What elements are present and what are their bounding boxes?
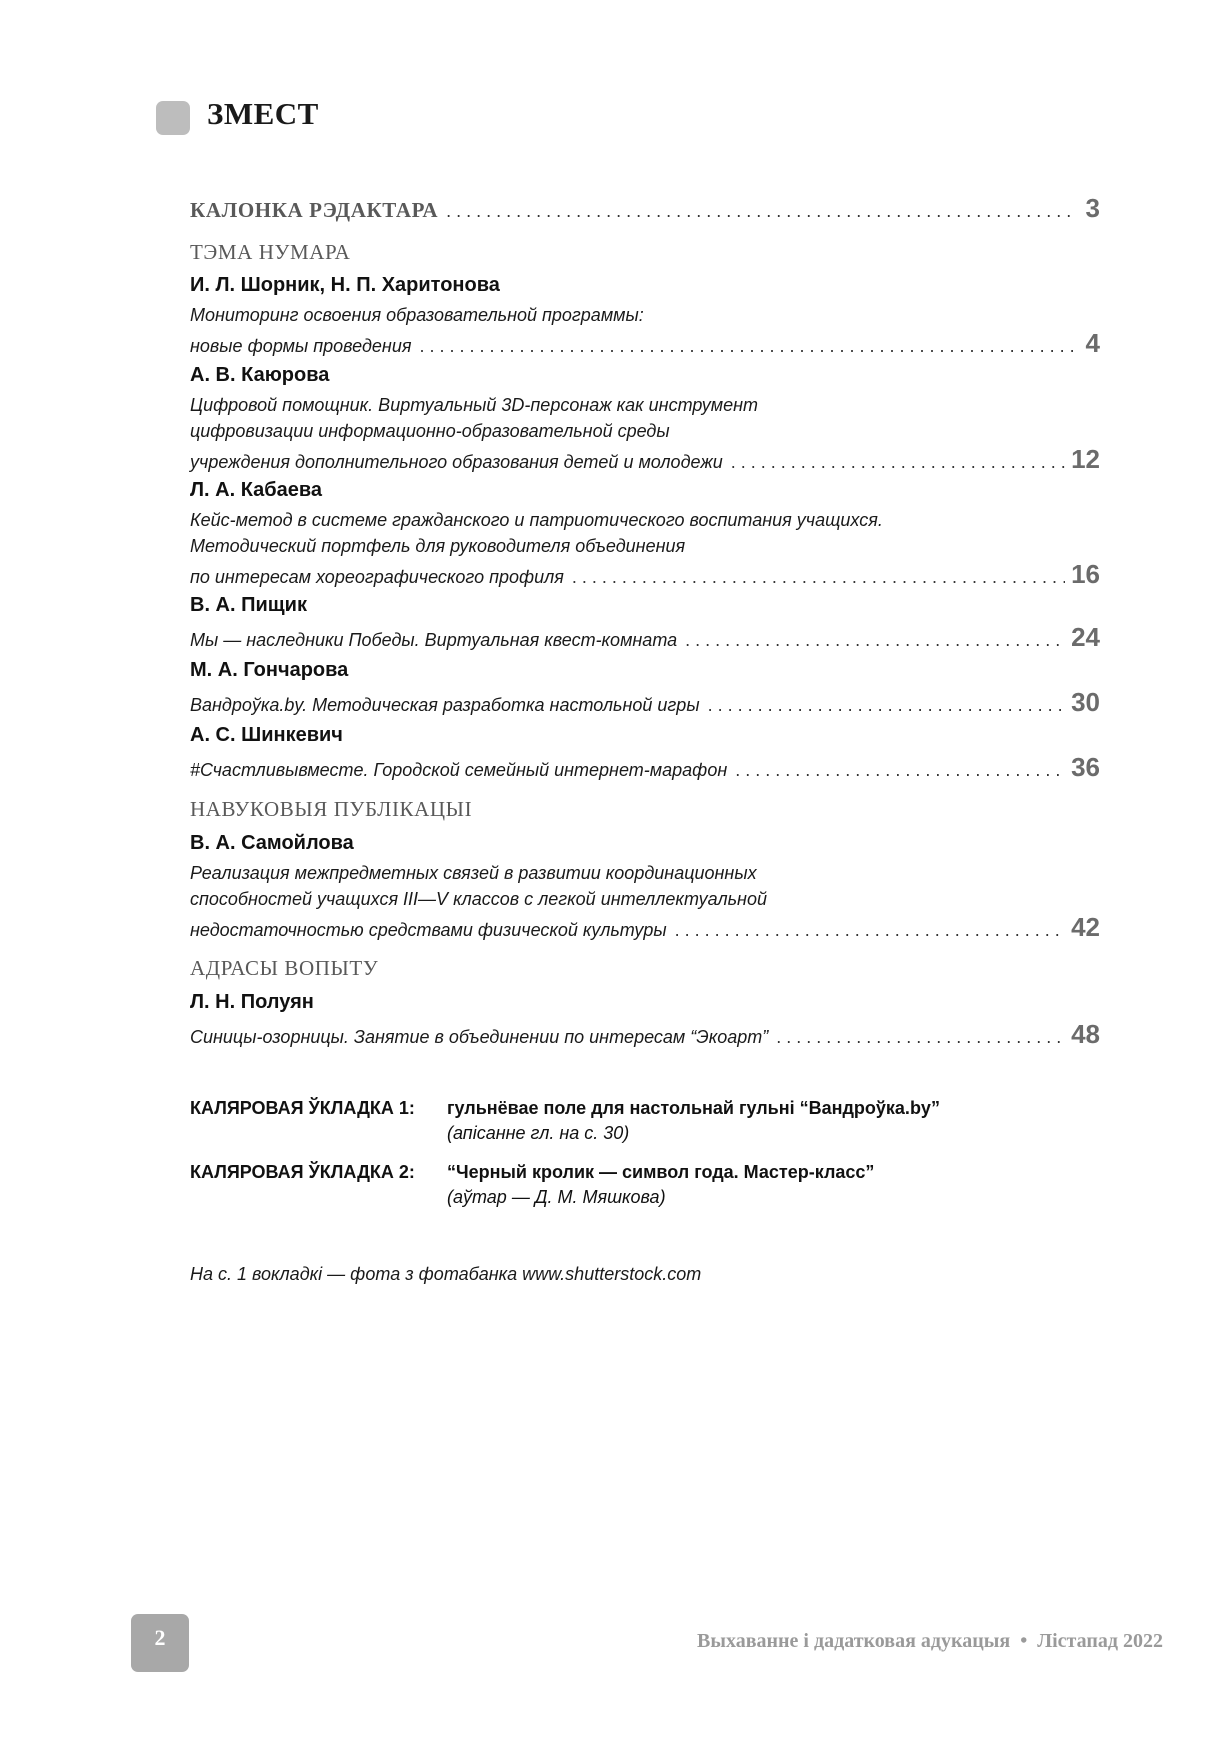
page-number: 24	[1071, 622, 1100, 652]
insert-note: (аўтар — Д. М. Мяшкова)	[447, 1187, 666, 1207]
page-number: 30	[1071, 687, 1100, 717]
dot-leader	[731, 452, 1065, 473]
entry-title-line: #Счастливывместе. Городской семейный интернет-марафон	[190, 760, 728, 780]
section-heading: НАВУКОВЫЯ ПУБЛІКАЦЫІ	[190, 797, 473, 821]
issue-date: Лістапад 2022	[1037, 1630, 1163, 1652]
entry-title-line: способностей учащихся III—V классов с легкой интеллектуальной	[190, 889, 767, 909]
page-number: 42	[1071, 912, 1100, 942]
cover-photo-credit: На с. 1 вокладкі — фота з фотабанка www.shutterstock.com	[190, 1264, 702, 1284]
entry-title-line: по интересам хореографического профиля	[190, 567, 564, 587]
running-footer	[697, 1630, 1163, 1653]
entry-title-line: недостаточностью средствами физической культуры	[190, 920, 667, 940]
entry-title-line: Кейс-метод в системе гражданского и патриотического воспитания учащихся.	[190, 510, 883, 530]
page-number-badge: 2	[131, 1614, 189, 1672]
toc-entry[interactable]	[190, 364, 1100, 475]
toc-entry[interactable]	[190, 659, 1100, 718]
entry-title-line: Методический портфель для руководителя объединения	[190, 536, 686, 556]
section-heading: ТЭМА НУМАРА	[190, 240, 351, 264]
page-number: 16	[1071, 559, 1100, 589]
entry-title-line: Реализация межпредметных связей в развитии координационных	[190, 863, 757, 883]
entry-title-line: Мы — наследники Победы. Виртуальная квест-комната	[190, 630, 678, 650]
section-label: КАЛОНКА РЭДАКТАРА	[190, 198, 439, 222]
entry-author: Л. А. Кабаева	[190, 479, 323, 501]
dot-leader	[675, 920, 1065, 941]
entry-author: И. Л. Шорник, Н. П. Харитонова	[190, 274, 500, 296]
entry-title-line: Мониторинг освоения образовательной программы:	[190, 305, 644, 325]
entry-author: Л. Н. Полуян	[190, 991, 314, 1013]
insert-label: КАЛЯРОВАЯ ЎКЛАДКА 2:	[190, 1162, 415, 1182]
entry-title-line: учреждения дополнительного образования детей и молодежи	[190, 452, 723, 472]
toc-entry[interactable]	[190, 274, 1100, 359]
dot-leader	[735, 760, 1065, 781]
entry-author: В. А. Пищик	[190, 594, 307, 616]
heading-marker	[156, 101, 190, 135]
dot-leader	[572, 567, 1065, 588]
bullet-separator: •	[1020, 1630, 1028, 1652]
insert-note: (апісанне гл. на с. 30)	[447, 1123, 630, 1143]
toc-entry[interactable]	[190, 832, 1100, 943]
dot-leader	[776, 1027, 1065, 1048]
toc-entry[interactable]	[190, 594, 1100, 653]
entry-title-line: новые формы проведения	[190, 336, 412, 356]
page-number: 36	[1071, 752, 1100, 782]
page-heading: ЗМЕСТ	[207, 96, 319, 131]
toc-entry[interactable]	[190, 479, 1100, 590]
toc-entry-editor-column[interactable]	[190, 193, 1100, 224]
section-heading: АДРАСЫ ВОПЫТУ	[190, 956, 379, 980]
entry-title-line: Синицы-озорницы. Занятие в объединении по интересам “Экоарт”	[190, 1027, 769, 1047]
dot-leader	[419, 336, 1074, 357]
toc-entry[interactable]	[190, 724, 1100, 783]
entry-title-line: Вандроўка.by. Методическая разработка настольной игры	[190, 695, 700, 715]
entry-title-line: Цифровой помощник. Виртуальный 3D-персонаж как инструмент	[190, 395, 759, 415]
dot-leader	[685, 630, 1065, 651]
entry-author: А. С. Шинкевич	[190, 724, 343, 746]
insert-title: гульнёвае поле для настольнай гульні “Вандроўка.by”	[447, 1098, 940, 1118]
page-number: 48	[1071, 1019, 1100, 1049]
entry-author: В. А. Самойлова	[190, 832, 354, 854]
page-number: 12	[1071, 444, 1100, 474]
page-number: 3	[1085, 193, 1100, 223]
entry-title-line: цифровизации информационно-образовательной среды	[190, 421, 670, 441]
dot-leader	[446, 201, 1074, 222]
dot-leader	[708, 695, 1066, 716]
toc-entry[interactable]	[190, 991, 1100, 1050]
entry-author: М. А. Гончарова	[190, 659, 349, 681]
entry-author: А. В. Каюрова	[190, 364, 330, 386]
page-number: 4	[1085, 328, 1100, 358]
insert-title: “Черный кролик — символ года. Мастер-класс”	[447, 1162, 875, 1182]
insert-label: КАЛЯРОВАЯ ЎКЛАДКА 1:	[190, 1098, 415, 1118]
journal-title: Выхаванне і дадатковая адукацыя	[697, 1630, 1011, 1652]
